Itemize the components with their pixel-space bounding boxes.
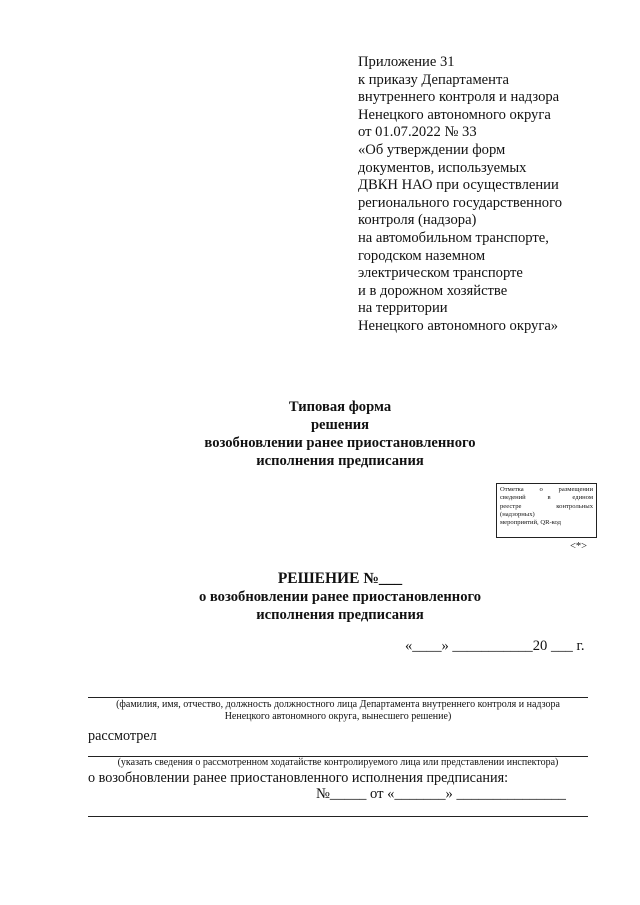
appendix-line: на автомобильном транспорте, [358, 229, 549, 246]
form-title-line: исполнения предписания [256, 453, 424, 469]
appendix-line: и в дорожном хозяйстве [358, 282, 508, 299]
appendix-line: Ненецкого автономного округа [358, 106, 551, 123]
appendix-line: «Об утверждении форм [358, 141, 506, 158]
appendix-line: ДВКН НАО при осуществлении [358, 177, 559, 194]
official-caption-line: Ненецкого автономного округа, вынесшего решение) [224, 711, 452, 723]
appendix-header [358, 54, 618, 336]
final-blank-rule [88, 816, 588, 817]
official-name-rule [88, 697, 588, 698]
appendix-line: на территории [358, 300, 448, 317]
stamp-footnote-mark: <*> [570, 541, 588, 552]
decision-date-line: «____» ___________20 ___ г. [405, 638, 585, 654]
decision-subtitle-line: исполнения предписания [256, 607, 424, 623]
stamp-line: (надзорных) [500, 510, 535, 518]
prescription-reference-line: №_____ от «_______» _______________ [316, 786, 566, 802]
official-caption [88, 699, 588, 724]
appendix-line: к приказу Департамента [358, 71, 509, 88]
appendix-line: документов, используемых [358, 159, 527, 176]
appendix-line: Ненецкого автономного округа» [358, 317, 559, 334]
form-title-line: решения [310, 417, 370, 433]
appendix-line: городском наземном [358, 247, 486, 264]
decision-number-title: РЕШЕНИЕ №___ [277, 570, 403, 587]
appendix-line: от 01.07.2022 № 33 [358, 124, 477, 141]
official-caption-line: (фамилия, имя, отчество, должность должностного лица Департамента внутреннего контроля и надзора [116, 699, 560, 710]
resume-text: о возобновлении ранее приостановленного исполнения предписания: [88, 770, 509, 786]
reviewed-label: рассмотрел [88, 728, 157, 744]
appendix-line: Приложение 31 [358, 54, 455, 70]
stamp-line: реестре контрольных [500, 502, 593, 510]
appendix-line: контроля (надзора) [358, 212, 477, 229]
form-title-line: Типовая форма [288, 399, 392, 415]
decision-subtitle-line: о возобновлении ранее приостановленного [198, 589, 482, 605]
stamp-line: сведений в едином [500, 494, 593, 502]
registry-stamp-box [496, 483, 597, 538]
appendix-line: внутреннего контроля и надзора [358, 89, 560, 106]
stamp-line: мероприятий, QR-код [500, 519, 562, 527]
decision-heading [120, 570, 560, 624]
form-title [120, 398, 560, 470]
petition-caption: (указать сведения о рассмотренном ходатайстве контролируемого лица или представлении инспектора) [117, 757, 559, 768]
stamp-line: Отметка о размещении [500, 486, 593, 493]
appendix-line: регионального государственного [358, 194, 563, 211]
form-title-line: возобновлении ранее приостановленного [204, 435, 476, 451]
appendix-line: электрическом транспорте [358, 265, 523, 282]
